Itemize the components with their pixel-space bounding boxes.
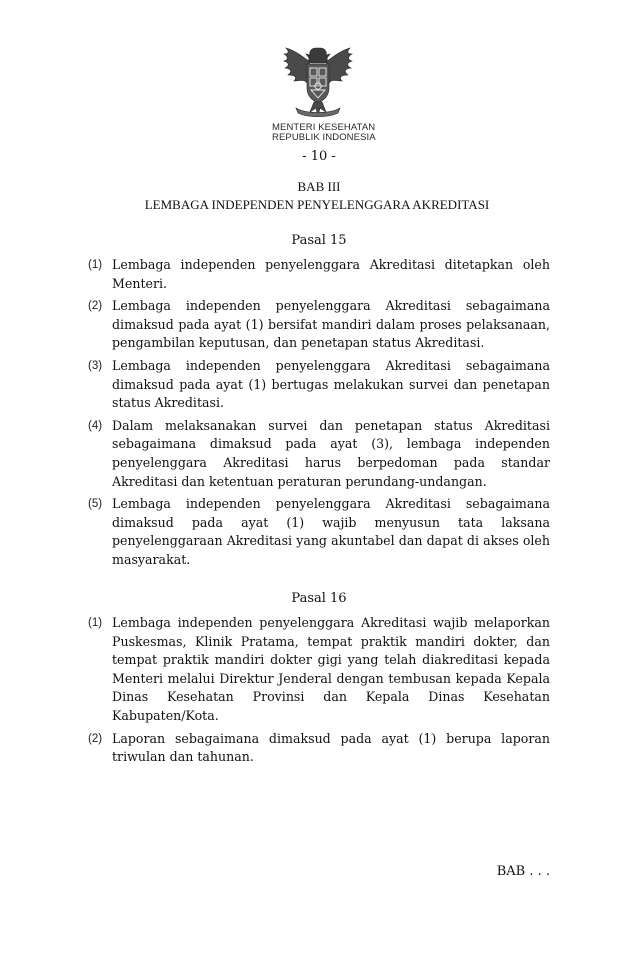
clause [88,495,550,569]
clause [88,614,550,726]
ministry-name [272,123,382,143]
chapter-title: LEMBAGA INDEPENDEN PENYELENGGARA AKREDITASI [144,197,490,212]
clause-text: Lembaga independen penyelenggara Akreditasi sebagaimana dimaksud pada ayat (1) bertugas melakukan survei dan penetapan status Akreditasi. [112,357,550,411]
ministry-country: REPUBLIK INDONESIA [272,132,376,143]
garuda-emblem-icon [280,42,356,120]
clause-number: (4) [88,419,103,432]
clause-text: Lembaga independen penyelenggara Akreditasi sebagaimana dimaksud pada ayat (1) bersifat mandiri dalam proses pelaksanaan, pengambilan keputusan, dan penetapan status Akreditasi. [112,298,550,351]
clause-number: (2) [88,300,103,313]
clause [88,357,550,413]
pasal-16-clauses [88,614,550,771]
clause-text: Lembaga independen penyelenggara Akreditasi sebagaimana dimaksud pada ayat (1) wajib menyusun tata laksana penyelenggaraan Akreditasi yang akuntabel dan dapat di akses oleh masyarakat. [112,496,550,567]
pasal-15-clauses [88,256,550,574]
clause-text: Lembaga independen penyelenggara Akreditasi wajib melaporkan Puskesmas, Klinik Pratama, tempat praktik mandiri dokter, dan tempat praktik mandiri dokter gigi yang telah diakreditasi kepada Menteri melalui Direktur Jenderal dengan tembusan kepada Kepala Dinas Kesehatan Provinsi dan Kepala Dinas Kesehatan Kabupaten/Kota. [112,615,550,723]
pasal-15-heading: Pasal 15 [291,233,347,248]
clause-text: Laporan sebagaimana dimaksud pada ayat (1) berupa laporan triwulan dan tahunan. [112,730,550,765]
chapter-number: BAB III [297,179,341,194]
clause-text: Lembaga independen penyelenggara Akreditasi ditetapkan oleh Menteri. [112,257,550,291]
ministry-title: MENTERI KESEHATAN [272,122,376,133]
pasal-16-heading: Pasal 16 [291,591,347,606]
clause-number: (1) [88,259,103,271]
clause [88,417,550,491]
clause-number: (5) [88,498,103,511]
clause [88,730,550,767]
clause-text: Dalam melaksanakan survei dan penetapan status Akreditasi sebagaimana dimaksud pada ayat (3), lembaga independen penyelenggara Akreditasi harus berpedoman pada standar Akreditasi dan ketentuan peraturan perundang-undangan. [112,417,550,489]
clause-number: (3) [88,359,103,372]
page-continuation: BAB . . . [496,864,550,879]
clause [88,297,550,353]
page-number: - 10 - [302,149,336,164]
clause-number: (1) [88,617,103,629]
clause-number: (2) [88,732,103,745]
clause [88,256,550,293]
